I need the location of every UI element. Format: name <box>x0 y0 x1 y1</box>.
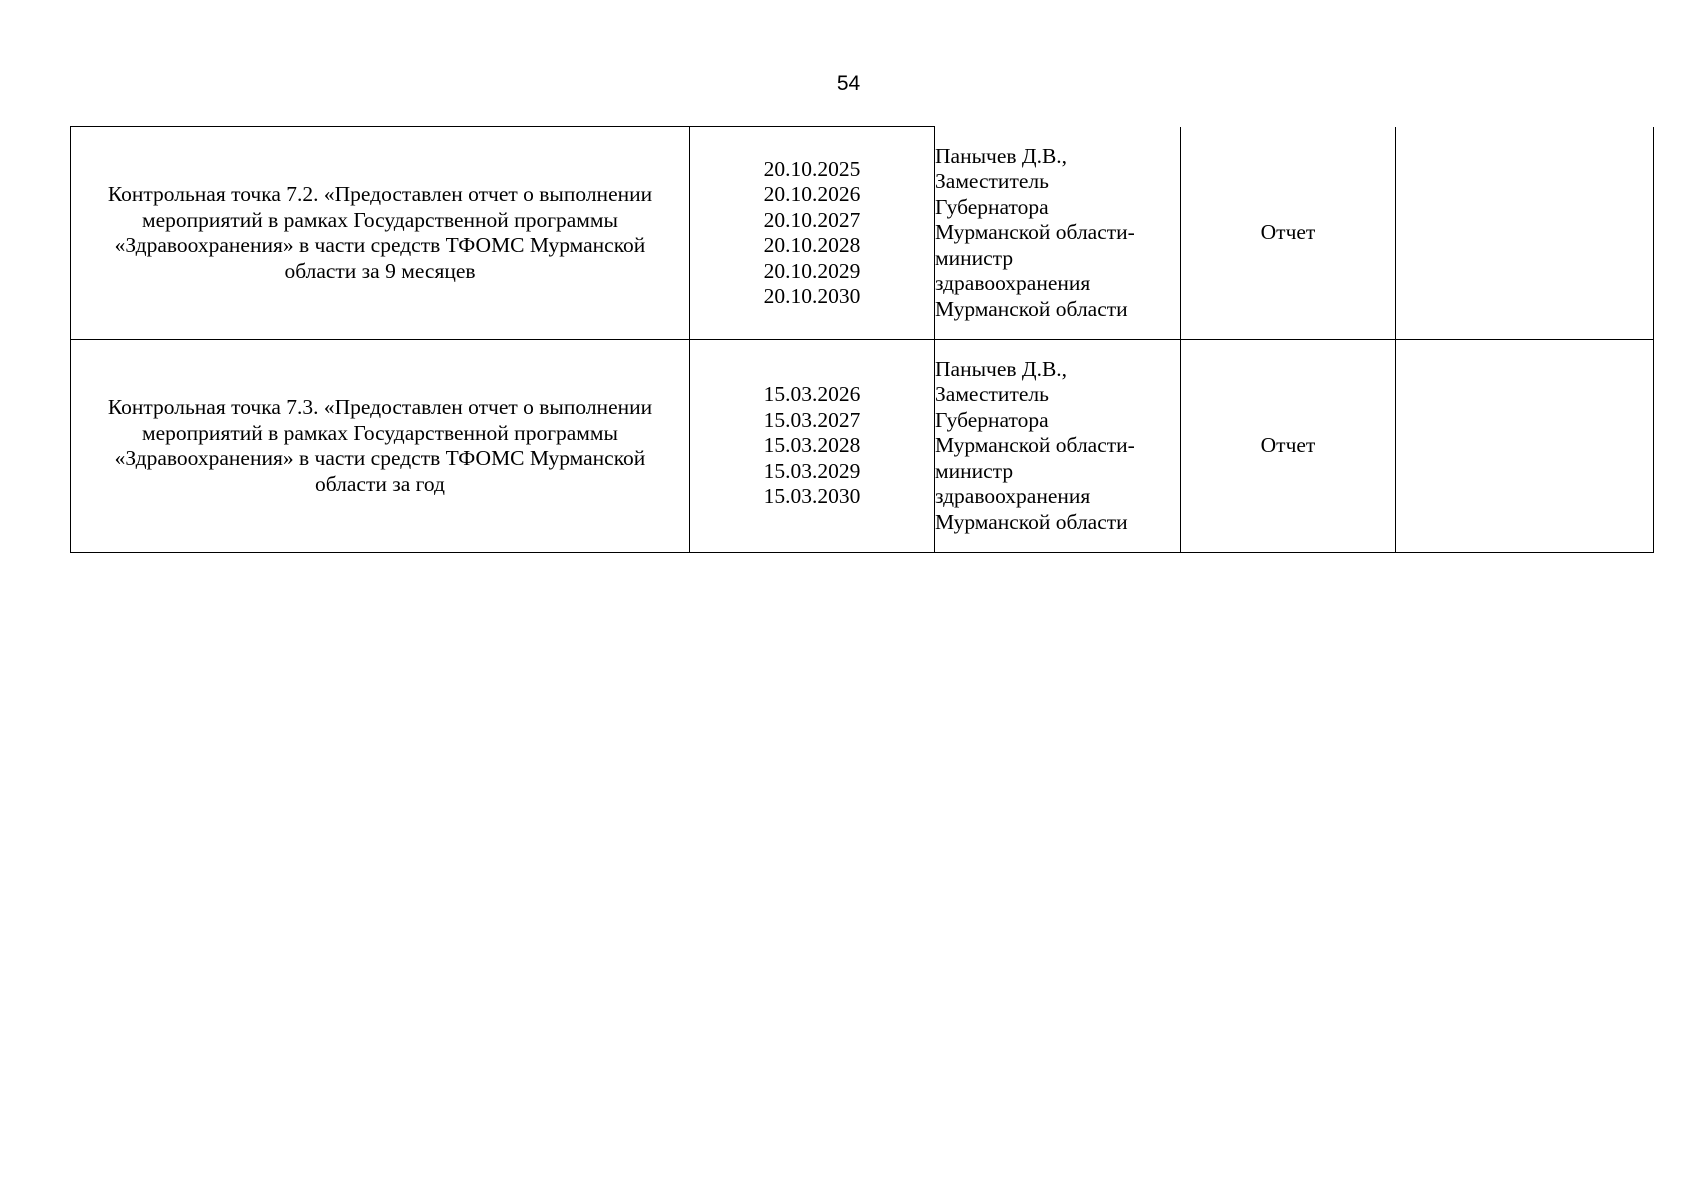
result-type: Отчет <box>1260 433 1316 458</box>
table-row <box>71 127 1654 340</box>
responsible-person-cell <box>935 340 1181 553</box>
responsible-line: Панычев Д.В., <box>935 356 1068 381</box>
control-point-name-cell <box>71 340 690 553</box>
deadline-date: 20.10.2029 <box>763 258 861 283</box>
responsible-line: Мурманской области <box>935 296 1128 321</box>
deadline-date: 20.10.2025 <box>763 156 861 181</box>
deadline-date: 15.03.2029 <box>763 458 861 483</box>
responsible-line: Мурманской области- <box>935 220 1135 244</box>
responsible-line: министр <box>935 245 1014 270</box>
responsible-line: Губернатора <box>935 194 1049 219</box>
deadline-date: 20.10.2028 <box>763 233 861 257</box>
deadline-date: 20.10.2030 <box>763 284 861 308</box>
responsible-line: Заместитель <box>935 169 1049 193</box>
deadline-date: 20.10.2026 <box>763 182 861 206</box>
result-type: Отчет <box>1260 220 1316 244</box>
result-type-cell <box>1181 127 1396 340</box>
responsible-line: Заместитель <box>935 382 1049 407</box>
control-point-name: Контрольная точка 7.2. «Предоставлен отчет о выполнении мероприятий в рамках Государственной программы «Здравоохранения» в части средств ТФОМС Мурманской области за 9 месяцев <box>107 182 653 283</box>
responsible-line: Панычев Д.В., <box>935 143 1068 168</box>
deadline-dates-cell <box>690 127 935 340</box>
responsible-line: Мурманской области <box>935 509 1128 534</box>
deadline-date: 15.03.2026 <box>763 382 861 407</box>
deadline-dates-cell <box>690 340 935 553</box>
empty-cell <box>1396 127 1654 340</box>
empty-cell <box>1396 340 1654 553</box>
result-type-cell <box>1181 340 1396 553</box>
control-point-name-cell <box>71 127 690 340</box>
responsible-person-cell <box>935 127 1181 340</box>
deadline-date: 15.03.2030 <box>763 484 861 509</box>
control-point-name: Контрольная точка 7.3. «Предоставлен отчет о выполнении мероприятий в рамках Государственной программы «Здравоохранения» в части средств ТФОМС Мурманской области за год <box>107 395 653 496</box>
page-number: 54 <box>836 72 861 95</box>
table-row <box>71 340 1654 553</box>
responsible-line: министр <box>935 458 1014 483</box>
responsible-line: Губернатора <box>935 407 1049 432</box>
responsible-line: Мурманской области- <box>935 433 1135 458</box>
deadline-date: 15.03.2028 <box>763 433 861 458</box>
deadline-date: 20.10.2027 <box>763 207 861 232</box>
deadline-date: 15.03.2027 <box>763 407 861 432</box>
responsible-line: здравоохранения <box>935 271 1091 295</box>
responsible-line: здравоохранения <box>935 484 1091 509</box>
control-points-table <box>70 126 1654 553</box>
